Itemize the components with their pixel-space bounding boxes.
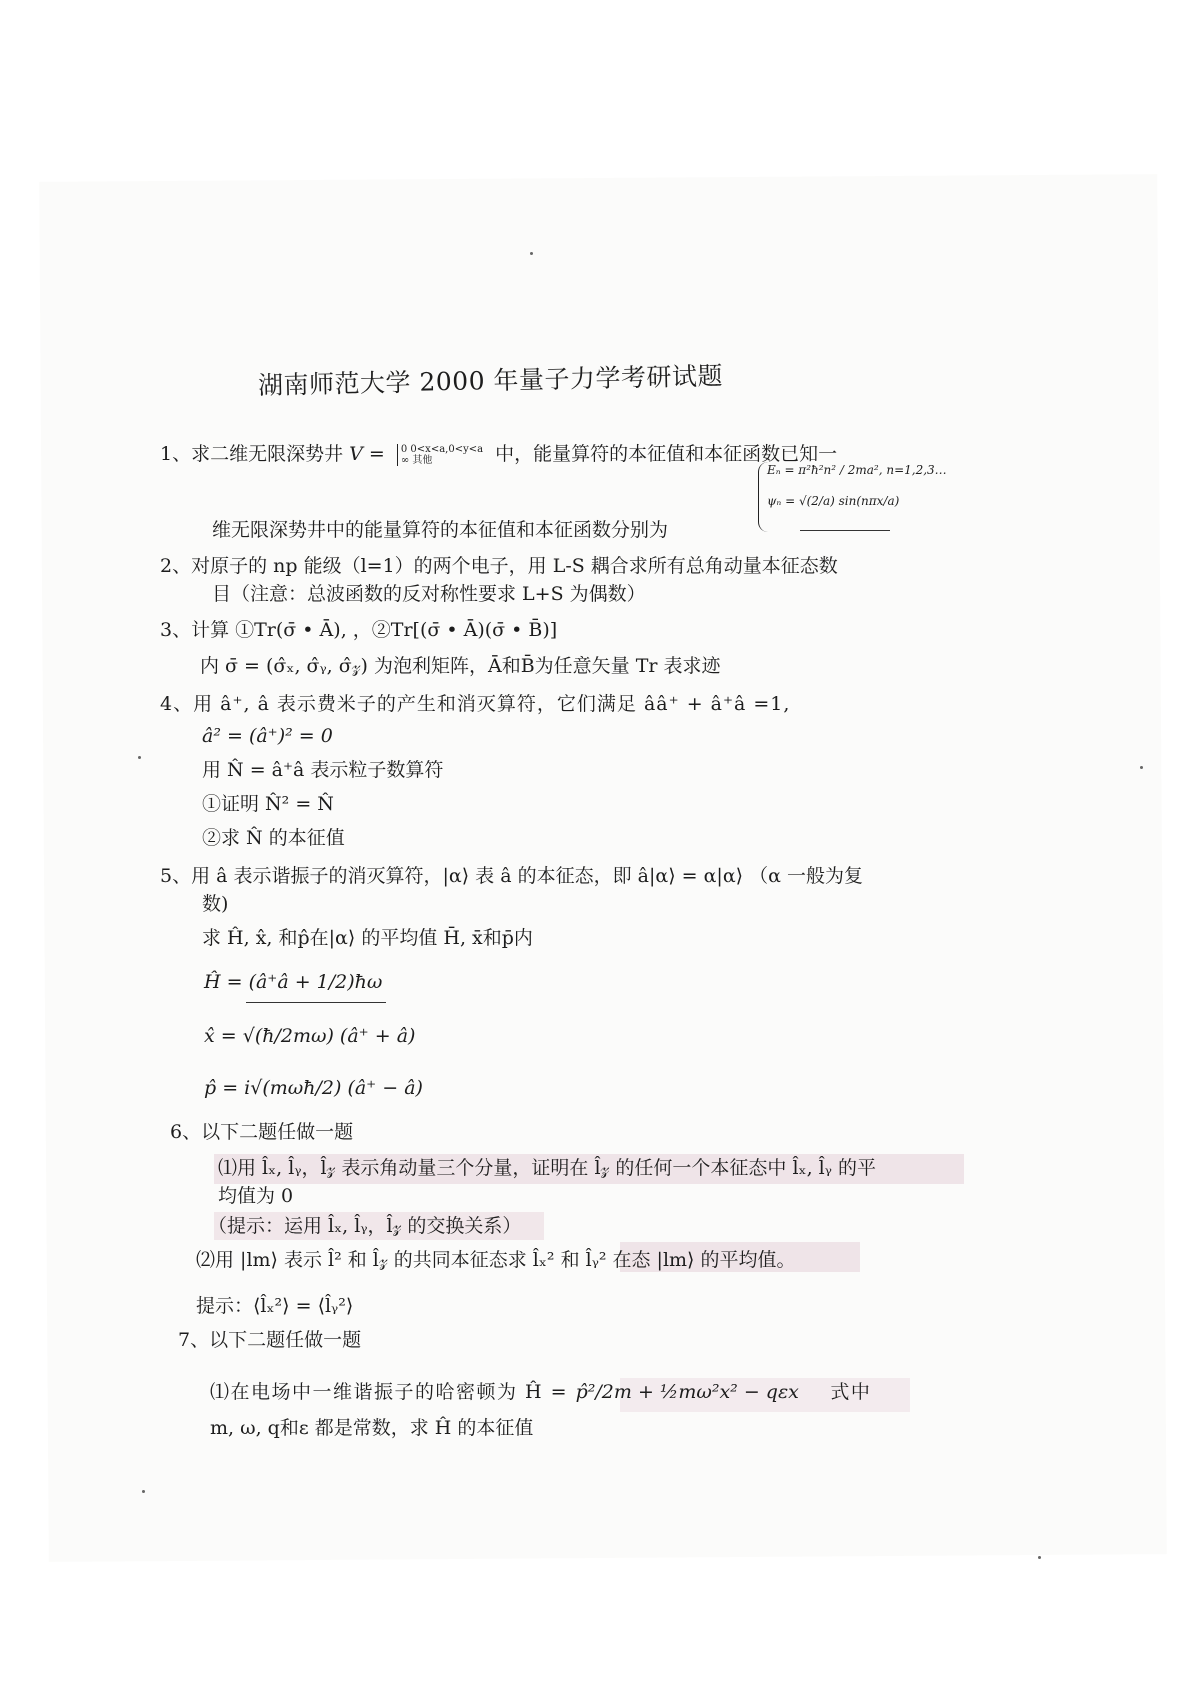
q7-part1-line1 [210,1382,871,1404]
q1-case-a: 0 0<x<a,0<y<a [400,444,484,455]
q2-text1: 对原子的 np 能级（l=1）的两个电子，用 L-S 耦合求所有总角动量本征态数 [191,555,838,577]
scan-speck [530,252,533,255]
q7-header [178,1330,361,1352]
q7-part1-line2: m, ω, q和ε 都是常数，求 Ĥ 的本征值 [210,1417,534,1439]
q6-hint1: （提示：运用 l̂ₓ, l̂ᵧ，l̂𝓏 的交换关系） [208,1215,522,1237]
q1-v: V = [349,443,385,465]
q1-post: 中，能量算符的本征值和本征函数已知一 [495,443,838,465]
q7-number: 7、 [178,1329,210,1351]
q1-wavefunction: ψₙ = √(2/a) sin(nπx/a) [767,493,900,508]
q2-line2: 目（注意：总波函数的反对称性要求 L+S 为偶数） [212,583,646,605]
q3-line2: 内 σ̄ = (σ̂ₓ, σ̂ᵧ, σ̂𝓏) 为泡利矩阵，Ā和B̄为任意矢量 Tr 表求迹 [200,655,721,677]
q5-text1: 用 â 表示谐振子的消灭算符，|α⟩ 表 â 的本征态，即 â|α⟩ = α|α⟩ （α 一般为复 [191,865,863,887]
q2-number: 2、 [160,555,192,577]
q5-hamiltonian: Ĥ = (â⁺â + 1/2)ħω [204,971,383,993]
q4-line1 [160,694,790,716]
q5-number: 5、 [160,865,192,887]
q5-x-operator: x̂ = √(ħ/2mω) (â⁺ + â) [204,1025,416,1047]
q5-h-underline [246,1002,386,1003]
q4-text1: 用 â⁺, â 表示费米子的产生和消灭算符，它们满足 ââ⁺ + â⁺â =1, [193,693,791,715]
page-title: 湖南师范大学 2000 年量子力学考研试题 [257,361,724,400]
scan-speck [142,1490,145,1493]
q5-line3: 求 Ĥ, x̂, 和p̂在|α⟩ 的平均值 H̄, x̄和p̄内 [202,927,533,949]
q5-p-operator: p̂ = i√(mωħ/2) (â⁺ − â) [204,1077,423,1099]
q7-part1-pre: ⑴在电场中一维谐振子的哈密顿为 Ĥ = [210,1381,569,1403]
q3-line1 [160,620,557,642]
q7-hamiltonian: p̂²/2m + ½mω²x² − qεx [575,1381,799,1403]
scan-speck [138,756,141,759]
q1-solution-brace [758,462,967,532]
q4-line3: 用 N̂ = â⁺â 表示粒子数算符 [202,759,444,781]
q1-potential-cases [397,444,483,466]
q1-line1 [160,444,837,466]
q7-head: 以下二题任做一题 [209,1329,362,1351]
q5-line2: 数) [202,893,229,915]
q6-part2: ⑵用 |lm⟩ 表示 l̂² 和 l̂𝓏 的共同本征态求 l̂ₓ² 和 l̂ᵧ² 在态 |lm⟩ 的平均值。 [196,1249,796,1271]
q4-line4: ①证明 N̂² = N̂ [202,793,334,815]
q6-header [170,1122,353,1144]
q6-part1-line1: ⑴用 l̂ₓ, l̂ᵧ，l̂𝓏 表示角动量三个分量，证明在 l̂𝓏 的任何一个本征态中 l̂ₓ, l̂ᵧ 的平 [218,1157,876,1179]
q3-number: 3、 [160,619,192,641]
q1-underline [800,530,890,531]
q3-text1: 计算 ①Tr(σ̄ • Ā), ，②Tr[(σ̄ • Ā)(σ̄ • B̄)] [191,619,558,641]
q1-pre: 求二维无限深势井 [191,443,344,465]
scan-speck [1038,1556,1041,1559]
q5-line1 [160,866,863,888]
q4-number: 4、 [160,693,194,715]
q1-line2: 维无限深势井中的能量算符的本征值和本征函数分别为 [212,519,669,541]
q6-number: 6、 [170,1121,202,1143]
q1-number: 1、 [160,443,192,465]
q6-head: 以下二题任做一题 [201,1121,354,1143]
q1-energy: Eₙ = π²ħ²n² / 2ma², n=1,2,3… [767,463,947,477]
q6-part1-line2: 均值为 0 [218,1185,294,1207]
scan-speck [1140,766,1143,769]
q7-part1-post: 式中 [830,1381,872,1403]
q4-line2: â² = (â⁺)² = 0 [202,725,333,747]
q1-case-b: ∞ 其他 [400,455,433,466]
q2-line1 [160,556,838,578]
q4-line5: ②求 N̂ 的本征值 [202,827,345,849]
q6-hint2: 提示：⟨l̂ₓ²⟩ = ⟨l̂ᵧ²⟩ [196,1295,354,1317]
